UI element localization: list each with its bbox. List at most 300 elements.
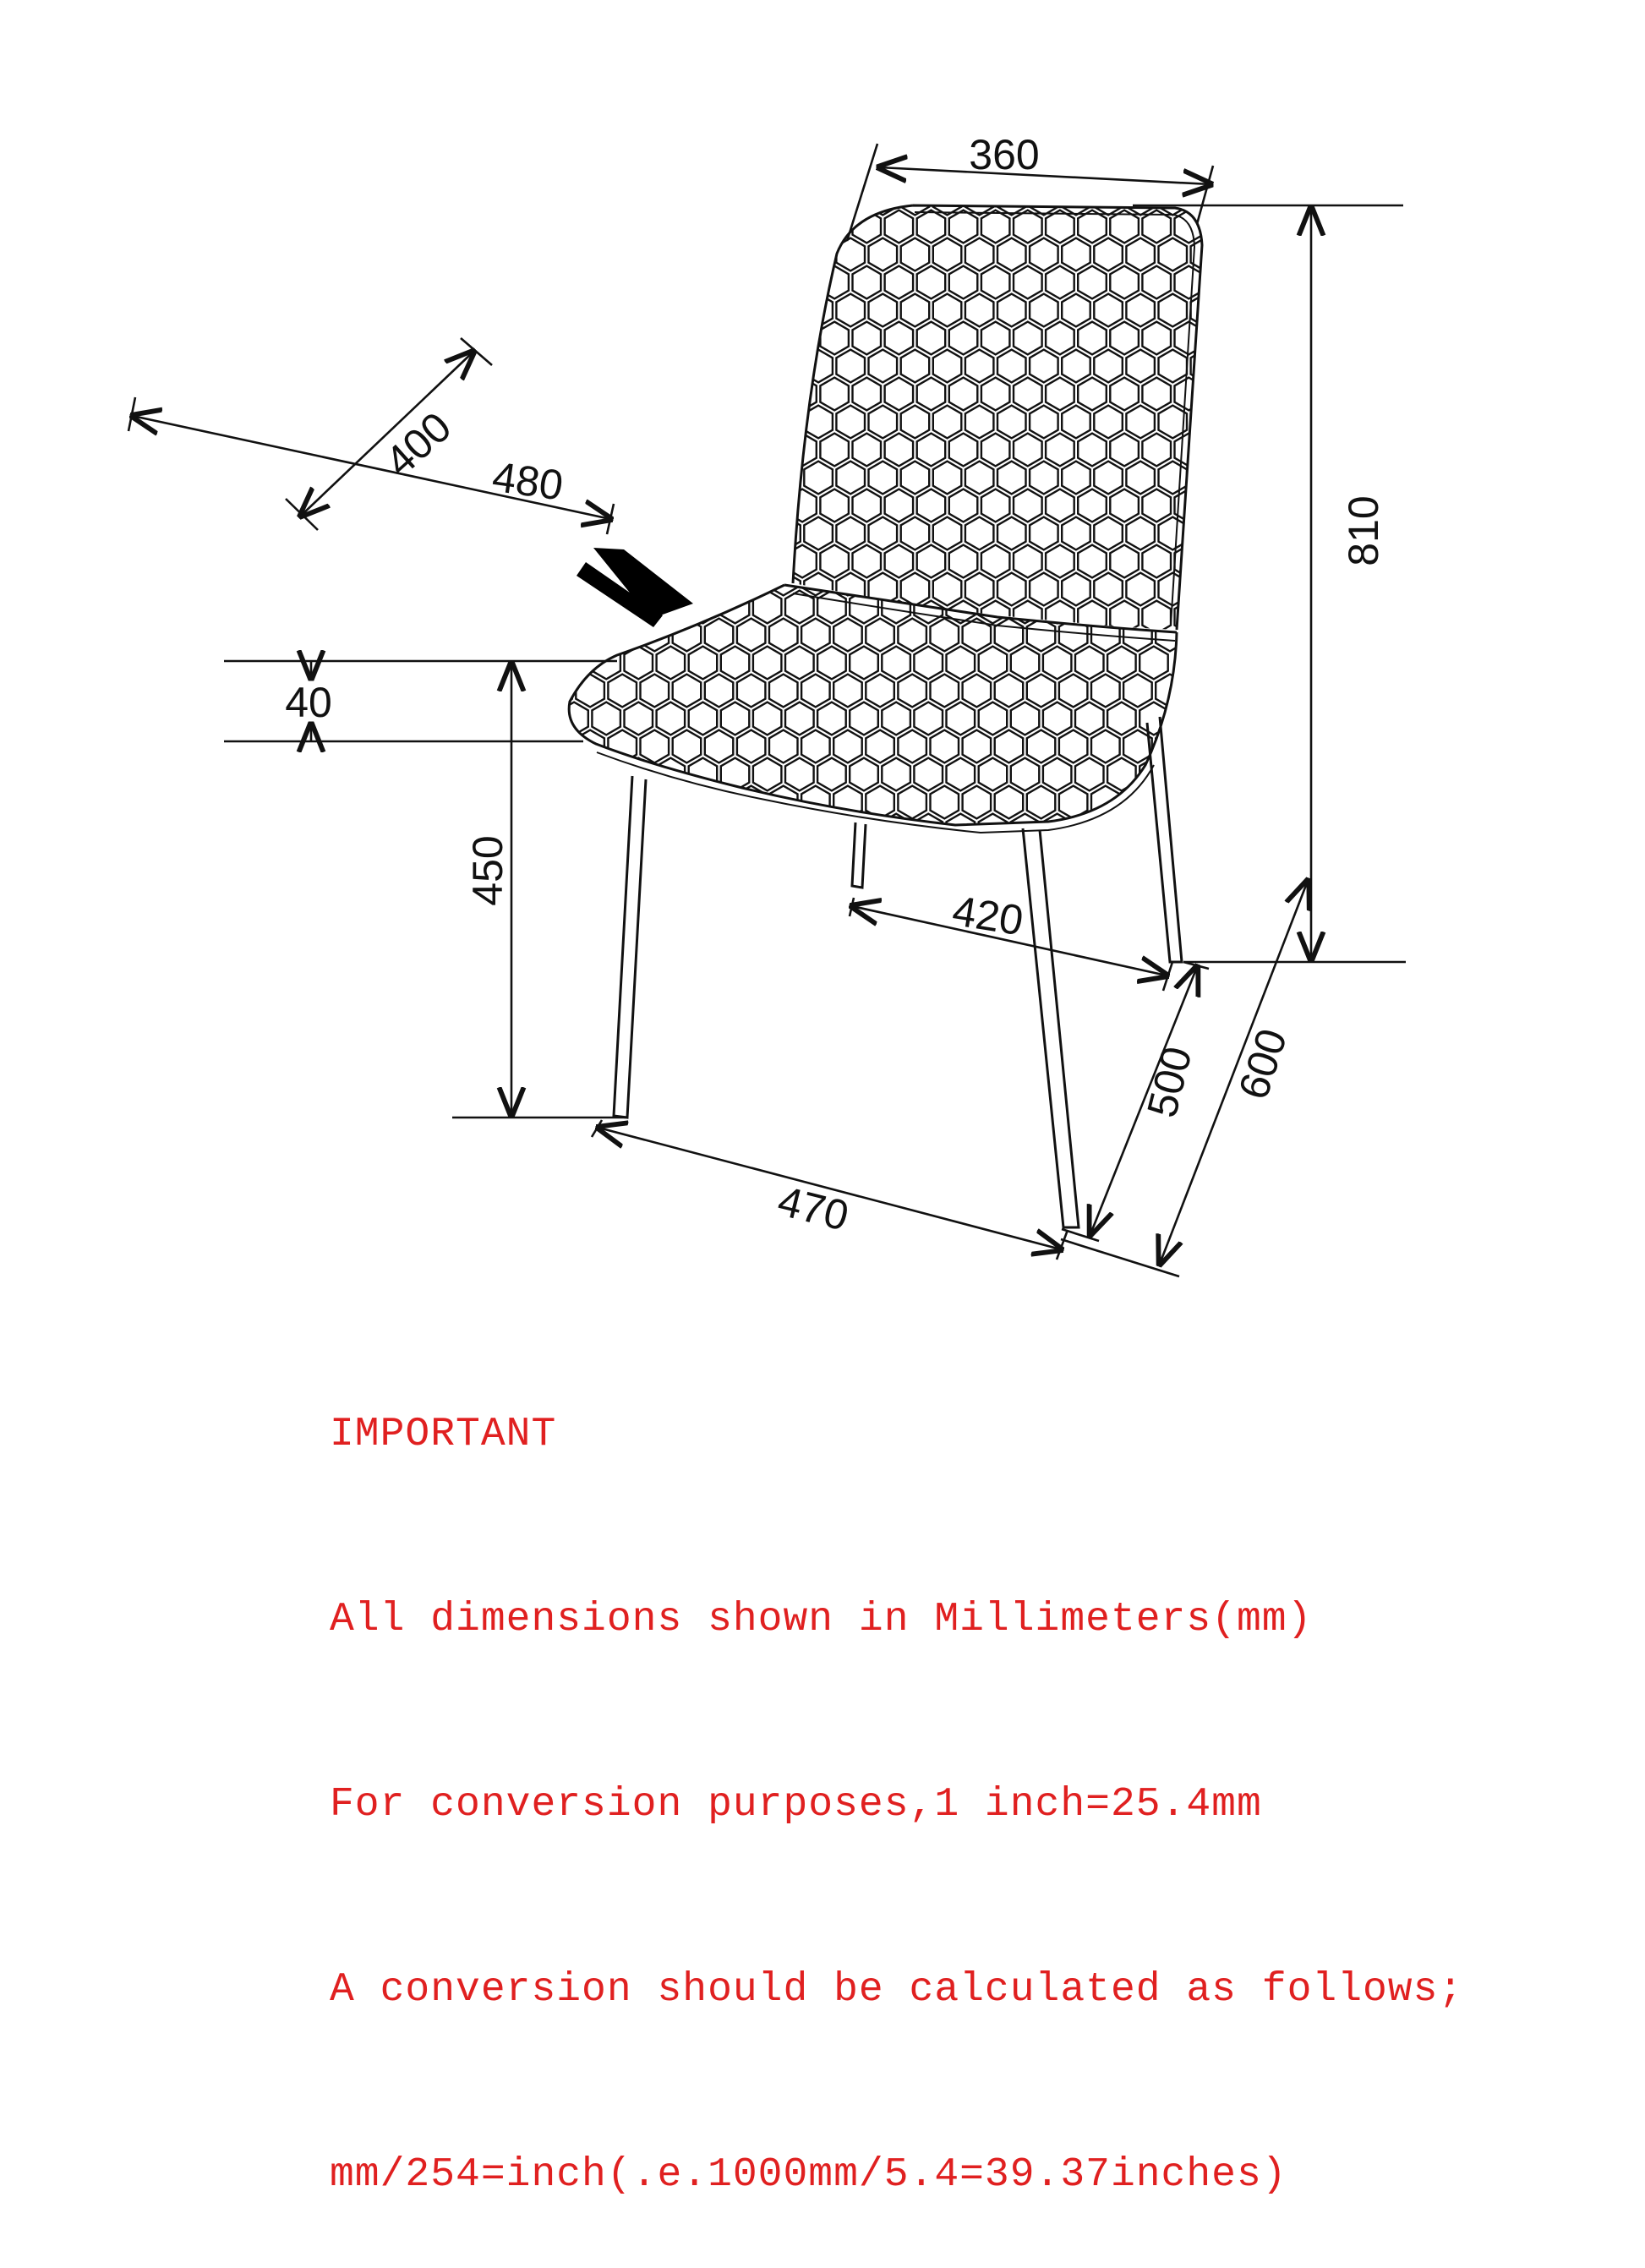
honeycomb-cell (560, 702, 588, 735)
honeycomb-cell (850, 758, 878, 791)
honeycomb-cell (836, 462, 865, 495)
honeycomb-cell (1062, 350, 1090, 383)
honeycomb-cell (979, 647, 1008, 680)
honeycomb-cell (979, 758, 1008, 791)
honeycomb-cell (997, 517, 1026, 550)
honeycomb-cell (949, 322, 978, 355)
honeycomb-cell (641, 675, 669, 708)
honeycomb-cell (820, 378, 849, 411)
honeycomb-cell (705, 619, 734, 652)
backrest-inner-outline (915, 212, 1194, 626)
honeycomb-cell (997, 573, 1026, 606)
honeycomb-cell (836, 406, 865, 439)
front-right-leg (1023, 828, 1079, 1227)
honeycomb-cell (947, 758, 976, 791)
honeycomb-cell (1078, 322, 1107, 355)
honeycomb-cell (1075, 647, 1104, 680)
honeycomb-cell (869, 462, 898, 495)
honeycomb-cell (1027, 730, 1056, 763)
honeycomb-cell (933, 517, 962, 550)
honeycomb-cell (931, 730, 959, 763)
honeycomb-cell (801, 675, 830, 708)
honeycomb-cell (1142, 434, 1171, 467)
honeycomb-cell (817, 647, 846, 680)
honeycomb-cell (1014, 210, 1042, 243)
honeycomb-cell (898, 786, 926, 819)
honeycomb-cell (820, 266, 849, 299)
honeycomb-cell (901, 350, 930, 383)
honeycomb-cell (1094, 517, 1123, 550)
honeycomb-cell (1062, 183, 1090, 216)
honeycomb-cell (1142, 489, 1171, 522)
honeycomb-cell (981, 434, 1010, 467)
honeycomb-cell (737, 619, 766, 652)
honeycomb-cell (979, 814, 1008, 847)
honeycomb-cell (917, 489, 946, 522)
honeycomb-cell (836, 517, 865, 550)
honeycomb-cell (1175, 378, 1204, 411)
honeycomb-cell (1126, 573, 1155, 606)
honeycomb-cell (772, 350, 801, 383)
honeycomb-cell (817, 702, 846, 735)
honeycomb-cell (753, 758, 782, 791)
honeycomb-cell (1139, 814, 1168, 847)
honeycomb-cell (1078, 378, 1107, 411)
honeycomb-cell (788, 266, 817, 299)
honeycomb-cell (981, 266, 1010, 299)
honeycomb-cell (1062, 238, 1090, 271)
honeycomb-cell (673, 730, 702, 763)
honeycomb-cell (836, 238, 865, 271)
honeycomb-cell (772, 238, 801, 271)
honeycomb-cell (947, 647, 976, 680)
honeycomb-cell (1126, 294, 1155, 327)
honeycomb-cell (576, 675, 604, 708)
honeycomb-cell (769, 730, 798, 763)
honeycomb-cell (1159, 294, 1188, 327)
honeycomb-cell (1142, 266, 1171, 299)
honeycomb-cell (673, 786, 702, 819)
honeycomb-cell (1011, 758, 1040, 791)
honeycomb-cell (1078, 489, 1107, 522)
honeycomb-cell (914, 647, 943, 680)
honeycomb-cell (885, 378, 914, 411)
honeycomb-cell (657, 647, 686, 680)
honeycomb-cell (853, 545, 882, 578)
honeycomb-cell (804, 517, 833, 550)
honeycomb-cell (885, 266, 914, 299)
honeycomb-cell (853, 322, 882, 355)
honeycomb-cell (560, 647, 588, 680)
honeycomb-cell (1094, 294, 1123, 327)
honeycomb-cell (1175, 545, 1204, 578)
honeycomb-cell (673, 563, 702, 596)
honeycomb-cell (544, 675, 572, 708)
honeycomb-cell (625, 702, 653, 735)
dim-400: 400 (375, 402, 461, 486)
honeycomb-cell (785, 758, 814, 791)
honeycomb-cell (544, 563, 572, 596)
note-line-1: All dimensions shown in Millimeters(mm) (330, 1597, 1313, 1642)
note-line-2: For conversion purposes,1 inch=25.4mm (330, 1782, 1262, 1828)
honeycomb-cell (1046, 378, 1074, 411)
honeycomb-cell (817, 591, 846, 624)
honeycomb-cell (1159, 462, 1188, 495)
honeycomb-cell (882, 702, 910, 735)
honeycomb-cell (885, 489, 914, 522)
honeycomb-cell (1059, 675, 1088, 708)
honeycomb-cell (1030, 238, 1058, 271)
honeycomb-cell (576, 786, 604, 819)
honeycomb-cell (1059, 730, 1088, 763)
honeycomb-cell (785, 702, 814, 735)
honeycomb-cell (853, 434, 882, 467)
honeycomb-cell (981, 210, 1010, 243)
honeycomb-cell (592, 702, 620, 735)
honeycomb-cell (544, 730, 572, 763)
honeycomb-cell (995, 730, 1024, 763)
honeycomb-cell (705, 675, 734, 708)
front-left-leg (614, 776, 646, 1118)
honeycomb-cell (753, 647, 782, 680)
honeycomb-cell (1110, 378, 1139, 411)
honeycomb-cell (1123, 786, 1152, 819)
honeycomb-cell (866, 619, 894, 652)
honeycomb-cell (1107, 814, 1136, 847)
honeycomb-cell (1014, 434, 1042, 467)
honeycomb-cell (869, 406, 898, 439)
honeycomb-cell (608, 675, 637, 708)
honeycomb-cell (1126, 406, 1155, 439)
honeycomb-cell (673, 675, 702, 708)
honeycomb-cell (901, 183, 930, 216)
honeycomb-cell (869, 238, 898, 271)
honeycomb-cell (933, 238, 962, 271)
honeycomb-cell (965, 406, 994, 439)
honeycomb-cell (817, 758, 846, 791)
honeycomb-cell (1075, 758, 1104, 791)
honeycomb-cell (772, 294, 801, 327)
honeycomb-cell (801, 619, 830, 652)
honeycomb-cell (1078, 266, 1107, 299)
honeycomb-cell (965, 238, 994, 271)
honeycomb-cell (949, 266, 978, 299)
honeycomb-cell (898, 619, 926, 652)
honeycomb-cell (850, 702, 878, 735)
honeycomb-cell (866, 675, 894, 708)
honeycomb-cell (641, 730, 669, 763)
note-line-4: mm/254=inch(.e.1000mm/5.4=39.37inches) (330, 2152, 1287, 2198)
honeycomb-cell (901, 294, 930, 327)
honeycomb-cell (608, 619, 637, 652)
honeycomb-cell (592, 758, 620, 791)
honeycomb-cell (1110, 545, 1139, 578)
dim-420: 420 (949, 887, 1027, 945)
honeycomb-cell (836, 350, 865, 383)
honeycomb-cell (853, 489, 882, 522)
honeycomb-cell (1014, 489, 1042, 522)
dim-810: 810 (1340, 495, 1387, 566)
honeycomb-cell (785, 647, 814, 680)
pointer-arrow-icon (577, 548, 693, 627)
honeycomb-cell (901, 406, 930, 439)
honeycomb-cell (1110, 434, 1139, 467)
honeycomb-cell (979, 702, 1008, 735)
dim-600: 600 (1229, 1023, 1297, 1106)
honeycomb-cell (788, 322, 817, 355)
honeycomb-cell (1043, 647, 1072, 680)
honeycomb-cell (885, 210, 914, 243)
honeycomb-cell (753, 591, 782, 624)
honeycomb-cell (933, 573, 962, 606)
honeycomb-cell (544, 786, 572, 819)
dim-500: 500 (1138, 1041, 1201, 1123)
honeycomb-cell (997, 183, 1026, 216)
honeycomb-cell (560, 814, 588, 847)
honeycomb-cell (1191, 406, 1220, 439)
honeycomb-cell (1142, 378, 1171, 411)
honeycomb-cell (1030, 517, 1058, 550)
honeycomb-cell (657, 702, 686, 735)
honeycomb-cell (721, 647, 750, 680)
honeycomb-cell (965, 462, 994, 495)
honeycomb-cell (1094, 573, 1123, 606)
honeycomb-cell (804, 350, 833, 383)
honeycomb-cell (914, 758, 943, 791)
honeycomb-cell (1156, 786, 1184, 819)
honeycomb-cell (592, 647, 620, 680)
honeycomb-cell (737, 563, 766, 596)
honeycomb-cell (917, 210, 946, 243)
honeycomb-cell (804, 183, 833, 216)
honeycomb-cell (1030, 183, 1058, 216)
honeycomb-cell (1191, 462, 1220, 495)
honeycomb-cell (981, 489, 1010, 522)
honeycomb-cell (1030, 350, 1058, 383)
honeycomb-cell (949, 434, 978, 467)
honeycomb-cell (995, 786, 1024, 819)
honeycomb-cell (931, 786, 959, 819)
honeycomb-cell (869, 183, 898, 216)
honeycomb-cell (1062, 517, 1090, 550)
honeycomb-cell (949, 378, 978, 411)
honeycomb-cell (882, 647, 910, 680)
honeycomb-cell (1062, 294, 1090, 327)
important-note (330, 1281, 1463, 2268)
honeycomb-cell (737, 675, 766, 708)
honeycomb-cell (1046, 434, 1074, 467)
honeycomb-cell (965, 350, 994, 383)
honeycomb-cell (997, 350, 1026, 383)
honeycomb-cell (882, 758, 910, 791)
honeycomb-cell (965, 517, 994, 550)
honeycomb-cell (901, 462, 930, 495)
honeycomb-cell (866, 730, 894, 763)
honeycomb-cell (1075, 814, 1104, 847)
back-left-leg (852, 822, 866, 888)
honeycomb-cell (933, 294, 962, 327)
honeycomb-cell (917, 434, 946, 467)
honeycomb-cell (1126, 462, 1155, 495)
honeycomb-cell (901, 517, 930, 550)
honeycomb-cell (1046, 210, 1074, 243)
honeycomb-cell (721, 702, 750, 735)
honeycomb-cell (1030, 573, 1058, 606)
honeycomb-cell (1046, 545, 1074, 578)
honeycomb-cell (853, 378, 882, 411)
honeycomb-cell (1159, 350, 1188, 383)
honeycomb-cell (898, 675, 926, 708)
honeycomb-cell (705, 730, 734, 763)
honeycomb-cell (963, 675, 992, 708)
honeycomb-cell (869, 350, 898, 383)
honeycomb-cell (769, 619, 798, 652)
dim-360: 360 (969, 131, 1040, 178)
honeycomb-cell (1014, 378, 1042, 411)
honeycomb-cell (772, 406, 801, 439)
honeycomb-cell (820, 545, 849, 578)
honeycomb-cell (965, 294, 994, 327)
honeycomb-cell (1043, 702, 1072, 735)
dim-450: 450 (464, 835, 511, 906)
honeycomb-cell (1126, 238, 1155, 271)
honeycomb-cell (560, 758, 588, 791)
honeycomb-cell (1046, 489, 1074, 522)
honeycomb-cell (965, 183, 994, 216)
honeycomb-cell (933, 462, 962, 495)
honeycomb-cell (1094, 406, 1123, 439)
honeycomb-cell (1027, 675, 1056, 708)
honeycomb-cell (772, 183, 801, 216)
honeycomb-cell (1107, 758, 1136, 791)
honeycomb-cell (820, 489, 849, 522)
honeycomb-cell (1091, 675, 1120, 708)
honeycomb-cell (1094, 462, 1123, 495)
honeycomb-cell (1142, 545, 1171, 578)
honeycomb-cell (917, 266, 946, 299)
honeycomb-cell (1062, 462, 1090, 495)
note-line-3: A conversion should be calculated as follows; (330, 1967, 1464, 2013)
honeycomb-cell (544, 619, 572, 652)
dim-40: 40 (285, 679, 332, 726)
honeycomb-cell (1075, 702, 1104, 735)
honeycomb-cell (850, 647, 878, 680)
honeycomb-cell (788, 210, 817, 243)
honeycomb-cell (885, 434, 914, 467)
honeycomb-cell (1142, 601, 1171, 634)
honeycomb-cell (869, 517, 898, 550)
honeycomb-cell (1094, 238, 1123, 271)
honeycomb-cell (1110, 266, 1139, 299)
honeycomb-cell (981, 322, 1010, 355)
honeycomb-cell (898, 730, 926, 763)
honeycomb-cell (785, 814, 814, 847)
honeycomb-cell (914, 814, 943, 847)
honeycomb-cell (885, 322, 914, 355)
honeycomb-cell (1078, 210, 1107, 243)
honeycomb-cell (1126, 517, 1155, 550)
honeycomb-cell (1011, 702, 1040, 735)
honeycomb-cell (820, 434, 849, 467)
honeycomb-cell (1110, 322, 1139, 355)
honeycomb-cell (689, 647, 718, 680)
honeycomb-cell (1123, 675, 1152, 708)
dim-480: 480 (489, 452, 566, 510)
honeycomb-cell (1094, 183, 1123, 216)
honeycomb-cell (705, 786, 734, 819)
honeycomb-cell (1030, 462, 1058, 495)
honeycomb-cell (1046, 266, 1074, 299)
honeycomb-cell (949, 545, 978, 578)
honeycomb-cell (933, 183, 962, 216)
honeycomb-cell (981, 378, 1010, 411)
honeycomb-cell (833, 730, 862, 763)
honeycomb-cell (997, 406, 1026, 439)
back-right-leg (1147, 717, 1182, 962)
honeycomb-cell (853, 266, 882, 299)
honeycomb-cell (914, 702, 943, 735)
honeycomb-cell (804, 238, 833, 271)
honeycomb-cell (820, 322, 849, 355)
honeycomb-cell (689, 814, 718, 847)
honeycomb-cell (1107, 702, 1136, 735)
honeycomb-cell (1011, 647, 1040, 680)
honeycomb-cell (1110, 489, 1139, 522)
dim-470: 470 (773, 1177, 854, 1240)
honeycomb-cell (1030, 406, 1058, 439)
honeycomb-cell (901, 238, 930, 271)
honeycomb-cell (995, 619, 1024, 652)
honeycomb-cell (705, 563, 734, 596)
honeycomb-cell (1078, 545, 1107, 578)
note-title: IMPORTANT (330, 1412, 557, 1457)
honeycomb-cell (1030, 294, 1058, 327)
honeycomb-cell (963, 730, 992, 763)
honeycomb-cell (965, 573, 994, 606)
honeycomb-cell (947, 702, 976, 735)
honeycomb-cell (737, 730, 766, 763)
honeycomb-cell (1078, 434, 1107, 467)
honeycomb-cell (560, 591, 588, 624)
honeycomb-cell (1142, 322, 1171, 355)
honeycomb-cell (1062, 406, 1090, 439)
honeycomb-cell (1139, 647, 1168, 680)
honeycomb-cell (1027, 786, 1056, 819)
honeycomb-cell (1126, 350, 1155, 383)
honeycomb-cell (836, 294, 865, 327)
honeycomb-cell (576, 619, 604, 652)
honeycomb-cell (753, 814, 782, 847)
honeycomb-cell (917, 545, 946, 578)
honeycomb-cell (772, 462, 801, 495)
honeycomb-cell (1126, 183, 1155, 216)
honeycomb-cell (995, 675, 1024, 708)
honeycomb-cell (1014, 545, 1042, 578)
honeycomb-cell (1091, 730, 1120, 763)
honeycomb-cell (1014, 322, 1042, 355)
honeycomb-cell (769, 675, 798, 708)
honeycomb-cell (901, 573, 930, 606)
honeycomb-cell (592, 814, 620, 847)
honeycomb-cell (833, 619, 862, 652)
honeycomb-cell (804, 462, 833, 495)
honeycomb-cell (931, 675, 959, 708)
honeycomb-cell (997, 238, 1026, 271)
honeycomb-cell (933, 406, 962, 439)
honeycomb-cell (817, 814, 846, 847)
honeycomb-cell (788, 489, 817, 522)
honeycomb-cell (689, 702, 718, 735)
